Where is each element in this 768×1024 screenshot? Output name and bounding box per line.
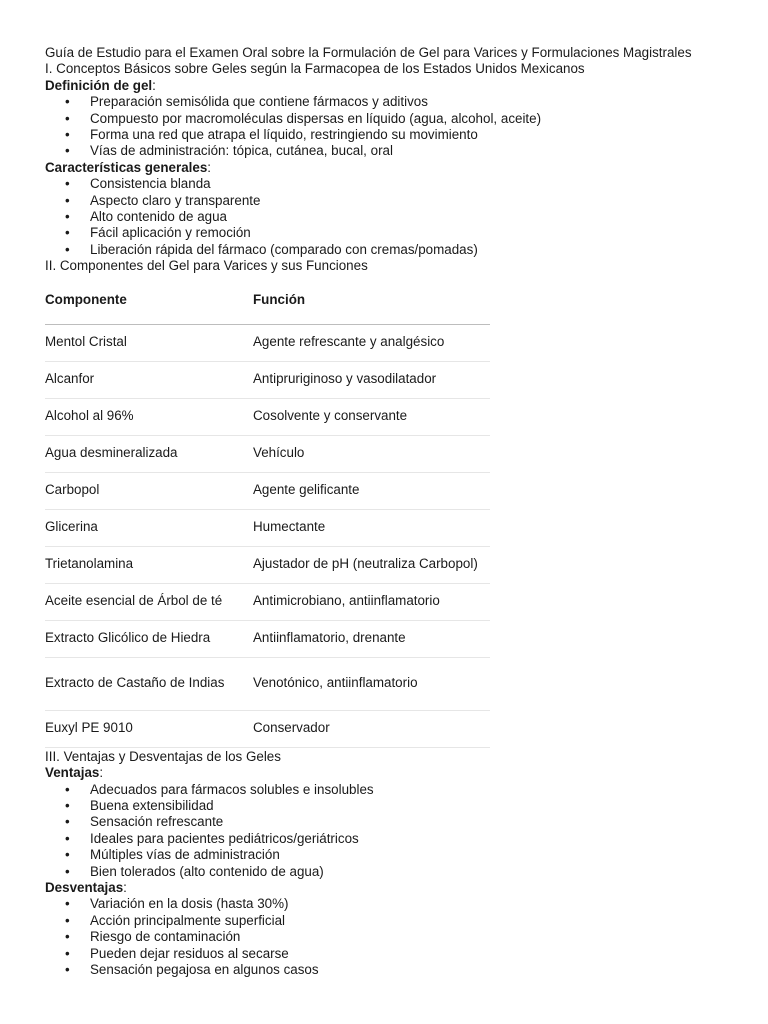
list-item: • Riesgo de contaminación xyxy=(45,929,745,945)
table-row xyxy=(45,398,490,435)
cell-componente: Alcanfor xyxy=(45,361,253,398)
caracteristicas-list xyxy=(45,176,745,258)
document-title: Guía de Estudio para el Examen Oral sobre la Formulación de Gel para Varices y Formulaciones Magistrales xyxy=(45,45,692,60)
definicion-label-line: Definición de gel: xyxy=(45,77,156,93)
list-item: • Pueden dejar residuos al secarse xyxy=(45,946,745,962)
cell-funcion: Antipruriginoso y vasodilatador xyxy=(253,361,490,398)
cell-componente: Carbopol xyxy=(45,472,253,509)
cell-funcion: Agente refrescante y analgésico xyxy=(253,324,490,361)
componentes-table xyxy=(45,278,490,748)
caracteristicas-label-line: Características generales: xyxy=(45,159,212,175)
list-item: • Sensación pegajosa en algunos casos xyxy=(45,962,745,978)
table-row xyxy=(45,435,490,472)
list-item: • Sensación refrescante xyxy=(45,814,745,830)
list-item: • Preparación semisólida que contiene fármacos y aditivos xyxy=(45,94,745,110)
cell-componente: Euxyl PE 9010 xyxy=(45,710,253,747)
list-item: • Variación en la dosis (hasta 30%) xyxy=(45,896,745,912)
document xyxy=(45,45,745,978)
table-row xyxy=(45,546,490,583)
table-row xyxy=(45,583,490,620)
table-row xyxy=(45,361,490,398)
caracteristicas-label: Características generales xyxy=(45,159,208,175)
cell-funcion: Humectante xyxy=(253,509,490,546)
cell-funcion: Cosolvente y conservante xyxy=(253,398,490,435)
list-item: • Consistencia blanda xyxy=(45,176,745,192)
table-header-row xyxy=(45,278,490,325)
cell-componente: Trietanolamina xyxy=(45,546,253,583)
cell-funcion: Conservador xyxy=(253,710,490,747)
list-item: • Aspecto claro y transparente xyxy=(45,193,745,209)
column-header-funcion: Función xyxy=(253,278,490,325)
list-item: • Bien tolerados (alto contenido de agua) xyxy=(45,864,745,880)
table-row xyxy=(45,324,490,361)
list-item: • Acción principalmente superficial xyxy=(45,913,745,929)
desventajas-label: Desventajas xyxy=(45,879,124,895)
desventajas-label-line: Desventajas: xyxy=(45,879,127,895)
table-row xyxy=(45,710,490,747)
section-2-heading: II. Componentes del Gel para Varices y sus Funciones xyxy=(45,258,368,274)
table-row xyxy=(45,620,490,657)
list-item: • Fácil aplicación y remoción xyxy=(45,225,745,241)
cell-funcion: Venotónico, antiinflamatorio xyxy=(253,657,490,710)
cell-componente: Glicerina xyxy=(45,509,253,546)
cell-funcion: Agente gelificante xyxy=(253,472,490,509)
cell-funcion: Antiinflamatorio, drenante xyxy=(253,620,490,657)
cell-funcion: Ajustador de pH (neutraliza Carbopol) xyxy=(253,546,490,583)
list-item: • Alto contenido de agua xyxy=(45,209,745,225)
list-item: • Ideales para pacientes pediátricos/geriátricos xyxy=(45,831,745,847)
ventajas-list xyxy=(45,782,745,880)
section-1-heading: I. Conceptos Básicos sobre Geles según la Farmacopea de los Estados Unidos Mexicanos xyxy=(45,61,585,77)
definicion-label: Definición de gel xyxy=(45,77,153,93)
cell-componente: Extracto Glicólico de Hiedra xyxy=(45,620,253,657)
cell-componente: Aceite esencial de Árbol de té xyxy=(45,583,253,620)
cell-componente: Extracto de Castaño de Indias xyxy=(45,657,253,710)
list-item: • Vías de administración: tópica, cutánea, bucal, oral xyxy=(45,143,745,159)
list-item: • Buena extensibilidad xyxy=(45,798,745,814)
list-item: • Compuesto por macromoléculas dispersas en líquido (agua, alcohol, aceite) xyxy=(45,111,745,127)
list-item: • Forma una red que atrapa el líquido, restringiendo su movimiento xyxy=(45,127,745,143)
definicion-list xyxy=(45,94,745,160)
list-item: • Adecuados para fármacos solubles e insolubles xyxy=(45,782,745,798)
desventajas-list xyxy=(45,896,745,978)
cell-funcion: Antimicrobiano, antiinflamatorio xyxy=(253,583,490,620)
table-row xyxy=(45,472,490,509)
cell-componente: Agua desmineralizada xyxy=(45,435,253,472)
section-3-heading: III. Ventajas y Desventajas de los Geles xyxy=(45,748,281,764)
list-item: • Múltiples vías de administración xyxy=(45,847,745,863)
column-header-componente: Componente xyxy=(45,278,253,325)
ventajas-label: Ventajas xyxy=(45,765,100,781)
table-row xyxy=(45,657,490,710)
list-item: • Liberación rápida del fármaco (comparado con cremas/pomadas) xyxy=(45,242,745,258)
cell-funcion: Vehículo xyxy=(253,435,490,472)
cell-componente: Mentol Cristal xyxy=(45,324,253,361)
ventajas-label-line: Ventajas: xyxy=(45,765,104,781)
table-row xyxy=(45,509,490,546)
cell-componente: Alcohol al 96% xyxy=(45,398,253,435)
